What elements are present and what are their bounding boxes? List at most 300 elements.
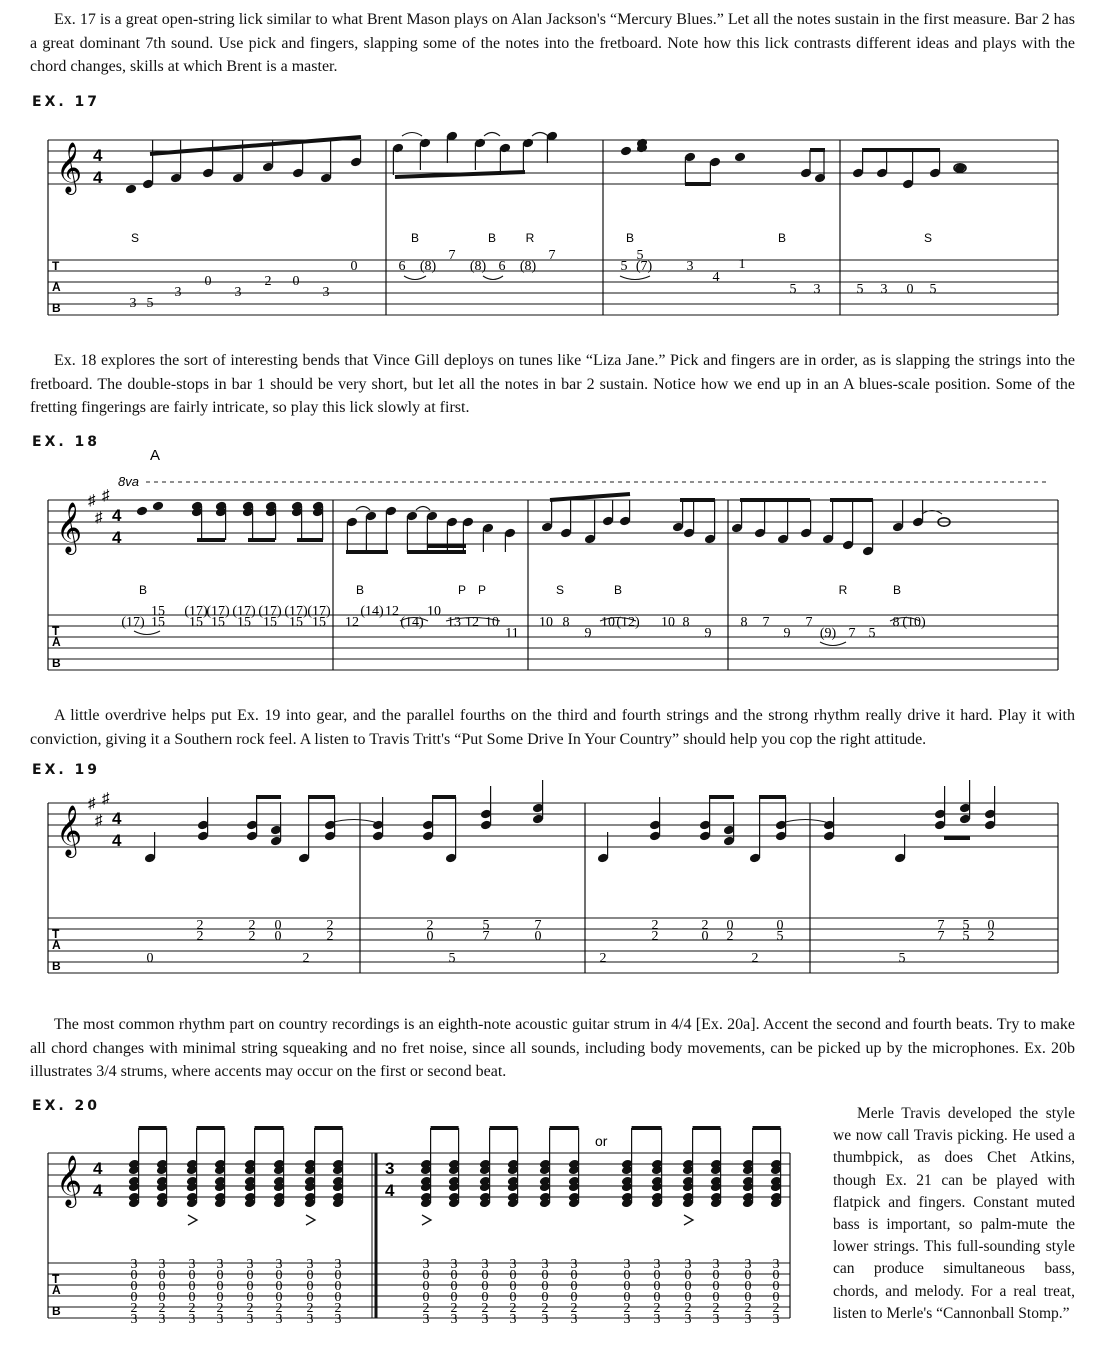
tab-fret-number: 2 xyxy=(422,1301,430,1316)
tab-fret-number: 0 xyxy=(570,1279,578,1294)
strum-chord xyxy=(651,1128,663,1208)
svg-text:♯: ♯ xyxy=(88,492,96,509)
strum-chord xyxy=(770,1128,782,1208)
tab-fret-number: 0 xyxy=(541,1279,549,1294)
tab-fret-number: 6 xyxy=(498,259,506,274)
tab-fret-number: (7) xyxy=(635,259,653,274)
tab-fret-number: 0 xyxy=(481,1268,489,1283)
tab-fret-number: 0 xyxy=(216,1279,224,1294)
strum-chord xyxy=(621,1128,633,1208)
tab-fret-number: 9 xyxy=(584,626,592,641)
technique-label: B xyxy=(892,583,902,597)
tab-fret-number: 0 xyxy=(158,1268,166,1283)
treble-clef: 𝄞 xyxy=(56,806,83,855)
time-sig-b-bottom: 4 xyxy=(385,1181,395,1200)
tab-fret-number: 5 xyxy=(482,918,490,933)
tab-fret-number: (17) xyxy=(232,604,256,619)
tab-fret-number: 0 xyxy=(275,1290,283,1305)
tab-fret-number: 5 xyxy=(898,951,906,966)
tab-fret-number: 0 xyxy=(541,1290,549,1305)
tab-fret-number: 0 xyxy=(246,1290,254,1305)
tab-fret-number: 0 xyxy=(422,1268,430,1283)
tab-fret-number: 0 xyxy=(188,1290,196,1305)
tab-fret-number: 2 xyxy=(726,929,734,944)
tab-fret-number: 7 xyxy=(937,929,945,944)
tab-fret-number: 3 xyxy=(158,1312,166,1327)
tab-fret-number: (10) xyxy=(902,615,926,630)
tab-fret-number: 2 xyxy=(744,1301,752,1316)
tab-fret-number: 0 xyxy=(534,929,542,944)
tab-fret-number: 0 xyxy=(701,929,709,944)
tab-fret-number: 5 xyxy=(789,282,797,297)
tab-fret-number: 3 xyxy=(334,1312,342,1327)
tab-fret-number: 0 xyxy=(776,918,784,933)
tab-fret-number: 2 xyxy=(306,1301,314,1316)
tab-fret-number: (8) xyxy=(519,259,537,274)
ex20-chords xyxy=(128,1128,782,1225)
tab-fret-number: (8) xyxy=(419,259,437,274)
strum-chord xyxy=(128,1128,140,1208)
tab-fret-number: 3 xyxy=(684,1257,692,1272)
tab-fret-number: 2 xyxy=(481,1301,489,1316)
tab-fret-number: 3 xyxy=(306,1257,314,1272)
tab-fret-number: 0 xyxy=(570,1290,578,1305)
tab-fret-number: 2 xyxy=(712,1301,720,1316)
strum-chord xyxy=(244,1128,256,1208)
tab-fret-number: 13 xyxy=(447,615,461,630)
tab-letter-a: A xyxy=(52,938,61,952)
tab-fret-number: (17) xyxy=(121,615,145,630)
tab-fret-number: 2 xyxy=(302,951,310,966)
tab-fret-number: 0 xyxy=(450,1290,458,1305)
tab-fret-number: 15 xyxy=(151,604,165,619)
tab-letter-t: T xyxy=(52,624,60,638)
strum-chord xyxy=(568,1128,580,1208)
ex20-description: The most common rhythm part on country recordings is an eighth-note acoustic guitar strum in 4/4 [Ex. 20a]. Accent the second and fourth beats. Try to make all chord changes with minimal string squeaking and no fret noise, since all sounds, including body movements, can be picked up by the microphones. Ex. 20b illustrates 3/4 strums, where accents may occur on the first or second beat. xyxy=(30,1016,1075,1080)
technique-label: B xyxy=(410,231,420,245)
tab-fret-number: 0 xyxy=(744,1279,752,1294)
strum-chord xyxy=(304,1128,316,1208)
technique-label: S xyxy=(130,231,140,245)
tab-fret-number: 15 xyxy=(211,615,225,630)
technique-label: B xyxy=(625,231,635,245)
tab-fret-number: 15 xyxy=(189,615,203,630)
tab-fret-number: 2 xyxy=(509,1301,517,1316)
tab-fret-number: 0 xyxy=(712,1290,720,1305)
tab-fret-number: 5 xyxy=(448,951,456,966)
strum-chord xyxy=(479,1128,491,1208)
tab-fret-number: 5 xyxy=(868,626,876,641)
tab-fret-number: 2 xyxy=(599,951,607,966)
ex19-label: EX. 19 xyxy=(32,762,101,778)
tab-fret-number: 3 xyxy=(306,1312,314,1327)
tab-fret-number: 2 xyxy=(246,1301,254,1316)
tab-fret-number: 3 xyxy=(334,1257,342,1272)
technique-label: S xyxy=(555,583,565,597)
tab-fret-number: 9 xyxy=(783,626,791,641)
tab-fret-number: 3 xyxy=(322,285,330,300)
tab-fret-number: 0 xyxy=(684,1290,692,1305)
accent-mark xyxy=(188,1215,197,1225)
tab-fret-number: 2 xyxy=(651,918,659,933)
tab-fret-number: 0 xyxy=(712,1279,720,1294)
tab-fret-number: 7 xyxy=(762,615,770,630)
tab-fret-number: 0 xyxy=(481,1290,489,1305)
tab-fret-number: 3 xyxy=(158,1257,166,1272)
ex17-description: Ex. 17 is a great open-string lick similar to what Brent Mason plays on Alan Jackson's “Mercury Blues.” Let all the notes sustain in the first measure. Bar 2 has a great dominant 7th sound. Use pick and fingers, slapping some of the notes into the fretboard. Note how this lick contrasts different ideas and plays with the chord changes, skills at which Brent is a master. xyxy=(30,11,1075,75)
tab-fret-number: 0 xyxy=(653,1290,661,1305)
tab-fret-number: 0 xyxy=(623,1279,631,1294)
tab-fret-number: 15 xyxy=(263,615,277,630)
strum-chord xyxy=(710,1128,722,1208)
tab-fret-number: 5 xyxy=(146,296,154,311)
tab-letter-b: B xyxy=(52,959,61,973)
tab-fret-number: 10 xyxy=(485,615,499,630)
tab-letter-a: A xyxy=(52,280,61,294)
svg-text:♯: ♯ xyxy=(102,487,110,504)
ex19-description: A little overdrive helps put Ex. 19 into gear, and the parallel fourths on the third and fourth strings and the strong rhythm really drive it hard. Play it with conviction, giving it a Southern rock feel. A listen to Travis Tritt's “Put Some Drive In Your Country” should help you cop the right attitude. xyxy=(30,707,1075,748)
tab-fret-number: 0 xyxy=(509,1268,517,1283)
tab-fret-number: 5 xyxy=(620,259,628,274)
tab-fret-number: 3 xyxy=(570,1257,578,1272)
tab-fret-number: 0 xyxy=(684,1268,692,1283)
tab-letter-a: A xyxy=(52,1283,61,1297)
time-sig-top: 4 xyxy=(112,809,122,828)
tab-fret-number: 3 xyxy=(541,1257,549,1272)
tab-fret-number: 0 xyxy=(158,1290,166,1305)
tab-fret-number: 5 xyxy=(962,918,970,933)
treble-clef: 𝄞 xyxy=(56,143,83,192)
technique-label: R xyxy=(838,583,848,597)
tab-fret-number: 3 xyxy=(216,1312,224,1327)
time-sig-b-top: 3 xyxy=(385,1159,395,1178)
tab-fret-number: 3 xyxy=(684,1312,692,1327)
tab-fret-number: 2 xyxy=(684,1301,692,1316)
tab-fret-number: 3 xyxy=(450,1257,458,1272)
tab-fret-number: 3 xyxy=(216,1257,224,1272)
technique-label: S xyxy=(923,231,933,245)
tab-fret-number: 0 xyxy=(274,918,282,933)
tab-fret-number: 3 xyxy=(422,1257,430,1272)
technique-label: P xyxy=(477,583,487,597)
tab-fret-number: 3 xyxy=(653,1257,661,1272)
tab-fret-number: 3 xyxy=(653,1312,661,1327)
treble-clef: 𝄞 xyxy=(56,1156,83,1205)
tab-fret-number: 2 xyxy=(651,929,659,944)
technique-label: B xyxy=(777,231,787,245)
tab-fret-number: 7 xyxy=(448,248,456,263)
tab-fret-number: 2 xyxy=(987,929,995,944)
or-label: or xyxy=(595,1133,608,1149)
tab-fret-number: 0 xyxy=(158,1279,166,1294)
tab-fret-number: 0 xyxy=(274,929,282,944)
time-sig-top: 4 xyxy=(112,506,122,525)
tab-fret-number: 8 xyxy=(682,615,690,630)
tab-fret-number: 3 xyxy=(188,1312,196,1327)
tab-fret-number: 3 xyxy=(275,1257,283,1272)
accent-mark xyxy=(306,1215,315,1225)
tab-fret-number: 3 xyxy=(623,1312,631,1327)
tab-fret-number: 3 xyxy=(744,1257,752,1272)
tab-fret-number: 10 xyxy=(539,615,553,630)
technique-label: B xyxy=(613,583,623,597)
time-sig-a-top: 4 xyxy=(93,1159,103,1178)
tab-fret-number: 7 xyxy=(534,918,542,933)
time-sig-a-bottom: 4 xyxy=(93,1181,103,1200)
time-sig-bottom: 4 xyxy=(112,831,122,850)
accent-mark xyxy=(422,1215,431,1225)
travis-picking-sidebar: Merle Travis developed the style we now call Travis picking. He used a thumbpick, as does Chet Atkins, though Ex. 21 can be played with flatpick and fingers. Constant muted bass is important, so palm-mute the lower strings. This full-sounding style can produce simultaneous bass, chords, and melody. For a real treat, listen to Merle's “Cannonball Stomp.” xyxy=(833,1105,1075,1322)
tab-fret-number: 5 xyxy=(929,282,937,297)
tab-fret-number: 3 xyxy=(880,282,888,297)
technique-label: B xyxy=(138,583,148,597)
tab-fret-number: 7 xyxy=(848,626,856,641)
tab-fret-number: 3 xyxy=(509,1312,517,1327)
tab-fret-number: 15 xyxy=(289,615,303,630)
tab-fret-number: 7 xyxy=(805,615,813,630)
tab-fret-number: 3 xyxy=(744,1312,752,1327)
tab-fret-number: 3 xyxy=(712,1257,720,1272)
tab-fret-number: 0 xyxy=(422,1290,430,1305)
tab-fret-number: 2 xyxy=(130,1301,138,1316)
tab-fret-number: 0 xyxy=(623,1268,631,1283)
tab-fret-number: 0 xyxy=(334,1290,342,1305)
tab-fret-number: 0 xyxy=(744,1290,752,1305)
tab-fret-number: 2 xyxy=(188,1301,196,1316)
tab-fret-number: 2 xyxy=(653,1301,661,1316)
tab-letter-b: B xyxy=(52,301,61,315)
tab-fret-number: 3 xyxy=(246,1257,254,1272)
tab-fret-number: 0 xyxy=(306,1290,314,1305)
tab-fret-number: 3 xyxy=(188,1257,196,1272)
tab-fret-number: 2 xyxy=(701,918,709,933)
octave-marking: 8va xyxy=(118,474,139,489)
tab-fret-number: 0 xyxy=(422,1279,430,1294)
tab-fret-number: 1 xyxy=(738,257,746,272)
technique-label: B xyxy=(355,583,365,597)
tab-fret-number: 10 xyxy=(661,615,675,630)
tab-fret-number: 2 xyxy=(541,1301,549,1316)
tab-fret-number: 3 xyxy=(174,285,182,300)
chord-symbol: A xyxy=(150,447,161,464)
tab-fret-number: (17) xyxy=(258,604,282,619)
tab-fret-number: 2 xyxy=(158,1301,166,1316)
tab-fret-number: 2 xyxy=(426,918,434,933)
tab-fret-number: 5 xyxy=(962,929,970,944)
tab-fret-number: 3 xyxy=(130,1257,138,1272)
ex20-tab-numbers xyxy=(131,1257,780,1327)
tab-fret-number: 2 xyxy=(450,1301,458,1316)
tab-fret-number: 3 xyxy=(129,296,137,311)
tab-letter-t: T xyxy=(52,927,60,941)
tab-fret-number: (9) xyxy=(819,626,837,641)
time-sig-top: 4 xyxy=(93,146,103,165)
tab-fret-number: 3 xyxy=(772,1257,780,1272)
time-sig-bottom: 4 xyxy=(93,168,103,187)
tab-fret-number: 3 xyxy=(234,285,242,300)
tab-fret-number: 2 xyxy=(248,929,256,944)
tab-fret-number: 0 xyxy=(216,1268,224,1283)
tab-fret-number: 3 xyxy=(450,1312,458,1327)
tab-fret-number: 11 xyxy=(505,626,519,641)
strum-chord xyxy=(420,1128,432,1208)
tab-fret-number: 12 xyxy=(385,604,399,619)
tab-fret-number: 0 xyxy=(712,1268,720,1283)
tab-fret-number: 3 xyxy=(712,1312,720,1327)
tab-fret-number: 2 xyxy=(772,1301,780,1316)
tab-fret-number: 0 xyxy=(130,1279,138,1294)
tab-fret-number: 0 xyxy=(623,1290,631,1305)
tab-fret-number: 0 xyxy=(426,929,434,944)
tab-fret-number: 7 xyxy=(482,929,490,944)
tab-fret-number: (17) xyxy=(184,604,208,619)
tab-fret-number: 2 xyxy=(275,1301,283,1316)
tab-fret-number: 3 xyxy=(570,1312,578,1327)
tab-fret-number: 0 xyxy=(146,951,154,966)
tab-fret-number: 10 xyxy=(427,604,441,619)
tab-fret-number: 0 xyxy=(334,1279,342,1294)
tab-fret-number: 0 xyxy=(450,1279,458,1294)
tab-fret-number: 2 xyxy=(570,1301,578,1316)
tab-fret-number: 5 xyxy=(636,248,644,263)
tab-fret-number: 15 xyxy=(312,615,326,630)
tab-fret-number: 2 xyxy=(264,274,272,289)
accent-mark xyxy=(684,1215,693,1225)
strum-chord xyxy=(539,1128,551,1208)
tab-fret-number: 0 xyxy=(744,1268,752,1283)
tab-fret-number: 2 xyxy=(334,1301,342,1316)
svg-text:♯: ♯ xyxy=(102,790,110,807)
tab-letter-a: A xyxy=(52,635,61,649)
tab-fret-number: 2 xyxy=(216,1301,224,1316)
tab-fret-number: 2 xyxy=(196,918,204,933)
tab-fret-number: 3 xyxy=(509,1257,517,1272)
ex18-label: EX. 18 xyxy=(32,434,101,450)
tab-fret-number: 10 xyxy=(601,615,615,630)
tab-fret-number: 3 xyxy=(246,1312,254,1327)
tab-fret-number: 0 xyxy=(350,259,358,274)
ex18-description: Ex. 18 explores the sort of interesting bends that Vince Gill deploys on tunes like “Liza Jane.” Pick and fingers are in order, as is slapping the strings into the fretboard. The double-stops in bar 1 should be very short, but let all the notes in bar 2 sustain. Notice how we end up in an A blues-scale position. Some of the fretting fingerings are fairly intricate, so play this lick slowly at first. xyxy=(30,352,1075,416)
tab-fret-number: 2 xyxy=(326,929,334,944)
tab-fret-number: 0 xyxy=(772,1279,780,1294)
tab-fret-number: 0 xyxy=(130,1268,138,1283)
tab-fret-number: (14) xyxy=(360,604,384,619)
tab-fret-number: 0 xyxy=(188,1268,196,1283)
tab-fret-number: 0 xyxy=(216,1290,224,1305)
tab-fret-number: 6 xyxy=(398,259,406,274)
technique-label: P xyxy=(457,583,467,597)
tab-fret-number: 3 xyxy=(772,1312,780,1327)
tab-fret-number: 3 xyxy=(275,1312,283,1327)
tab-fret-number: 4 xyxy=(712,270,720,285)
tab-fret-number: 0 xyxy=(906,282,914,297)
tab-fret-number: 7 xyxy=(937,918,945,933)
tab-fret-number: 0 xyxy=(306,1268,314,1283)
technique-label: R xyxy=(525,231,535,245)
tab-fret-number: 0 xyxy=(509,1279,517,1294)
strum-chord xyxy=(507,1128,519,1208)
tab-letter-b: B xyxy=(52,656,61,670)
tab-fret-number: (17) xyxy=(206,604,230,619)
tab-fret-number: 0 xyxy=(987,918,995,933)
tab-fret-number: 2 xyxy=(326,918,334,933)
tab-fret-number: 0 xyxy=(772,1290,780,1305)
tab-fret-number: 0 xyxy=(570,1268,578,1283)
strum-chord xyxy=(186,1128,198,1208)
tab-fret-number: 0 xyxy=(275,1268,283,1283)
tab-fret-number: 3 xyxy=(130,1312,138,1327)
tab-fret-number: 0 xyxy=(726,918,734,933)
tab-fret-number: 9 xyxy=(704,626,712,641)
strum-chord xyxy=(273,1128,285,1208)
tab-fret-number: 0 xyxy=(509,1290,517,1305)
strum-chord xyxy=(332,1128,344,1208)
tab-letter-b: B xyxy=(52,1304,61,1318)
tab-fret-number: 0 xyxy=(653,1268,661,1283)
tab-fret-number: 15 xyxy=(151,615,165,630)
tab-fret-number: 15 xyxy=(237,615,251,630)
tab-fret-number: 3 xyxy=(481,1257,489,1272)
strum-chord xyxy=(742,1128,754,1208)
tab-fret-number: 0 xyxy=(130,1290,138,1305)
treble-clef: 𝄞 xyxy=(56,503,83,552)
tab-fret-number: 2 xyxy=(196,929,204,944)
tab-fret-number: 0 xyxy=(450,1268,458,1283)
ex17-label: EX. 17 xyxy=(32,94,101,110)
tab-fret-number: 8 xyxy=(740,615,748,630)
tab-fret-number: (14) xyxy=(400,615,424,630)
tab-fret-number: 2 xyxy=(623,1301,631,1316)
tab-fret-number: 0 xyxy=(275,1279,283,1294)
tab-fret-number: 3 xyxy=(623,1257,631,1272)
svg-text:♯: ♯ xyxy=(88,795,96,812)
tab-fret-number: 8 xyxy=(562,615,570,630)
tab-fret-number: 3 xyxy=(813,282,821,297)
svg-text:♯: ♯ xyxy=(95,812,103,829)
tab-fret-number: 0 xyxy=(334,1268,342,1283)
svg-text:♯: ♯ xyxy=(95,509,103,526)
tab-fret-number: 8 xyxy=(892,615,900,630)
tab-fret-number: 0 xyxy=(246,1268,254,1283)
tab-fret-number: (8) xyxy=(469,259,487,274)
tab-fret-number: 0 xyxy=(188,1279,196,1294)
ex20-label: EX. 20 xyxy=(32,1098,101,1114)
tab-letter-t: T xyxy=(52,259,60,273)
strum-chord xyxy=(448,1128,460,1208)
tab-fret-number: 5 xyxy=(776,929,784,944)
tab-fret-number: (17) xyxy=(307,604,331,619)
tab-fret-number: 3 xyxy=(541,1312,549,1327)
tab-letter-t: T xyxy=(52,1272,60,1286)
tab-fret-number: 2 xyxy=(248,918,256,933)
tab-fret-number: 12 xyxy=(465,615,479,630)
tab-fret-number: 0 xyxy=(306,1279,314,1294)
tab-fret-number: 0 xyxy=(292,274,300,289)
tab-fret-number: 0 xyxy=(653,1279,661,1294)
tab-fret-number: 0 xyxy=(204,274,212,289)
tab-fret-number: 7 xyxy=(548,248,556,263)
tab-fret-number: 0 xyxy=(246,1279,254,1294)
tab-fret-number: (12) xyxy=(616,615,640,630)
tab-fret-number: 5 xyxy=(856,282,864,297)
tab-fret-number: 2 xyxy=(751,951,759,966)
strum-chord xyxy=(214,1128,226,1208)
tab-fret-number: 12 xyxy=(345,615,359,630)
strum-chord xyxy=(156,1128,168,1208)
tab-fret-number: (17) xyxy=(284,604,308,619)
technique-label: B xyxy=(487,231,497,245)
tab-fret-number: 3 xyxy=(422,1312,430,1327)
